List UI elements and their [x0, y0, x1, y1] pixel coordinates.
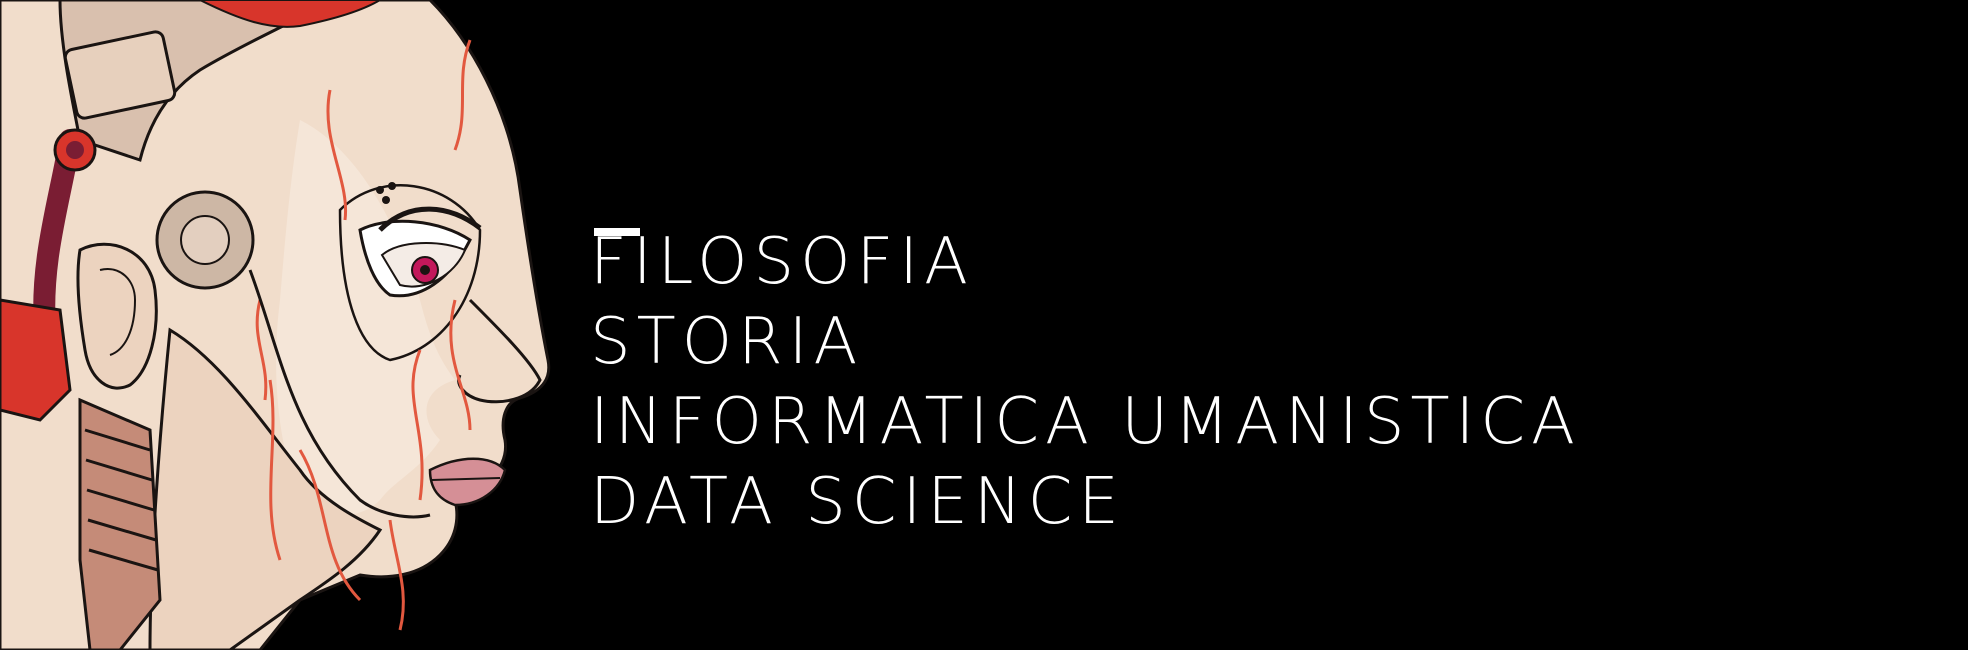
subjects-list — [590, 222, 1581, 542]
subject-informatica-umanistica: INFORMATICA UMANISTICA — [590, 385, 1581, 459]
subject-storia: STORIA — [590, 305, 864, 379]
subject-data-science: DATA SCIENCE — [590, 465, 1125, 539]
cyborg-woman-illustration-icon — [0, 0, 560, 650]
subject-filosofia: FILOSOFIA — [590, 225, 974, 299]
